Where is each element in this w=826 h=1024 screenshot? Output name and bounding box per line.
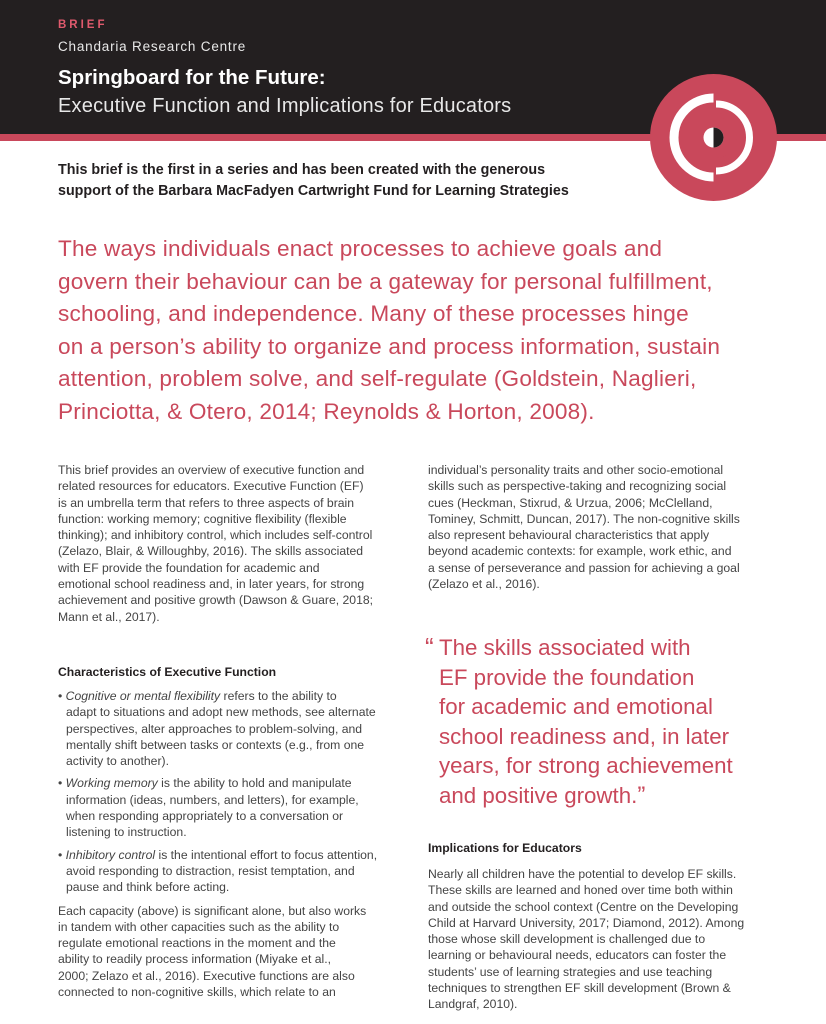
page-subtitle: Executive Function and Implications for Educators (58, 95, 512, 117)
bullet-term: Working memory (65, 776, 158, 791)
text-line: avoid responding to distraction, resist temptation, and (66, 863, 355, 878)
lead-line: The ways individuals enact processes to achieve goals and (58, 236, 663, 261)
quote-line: school readiness and, in later (439, 723, 730, 749)
text-line: related resources for educators. Executive Function (EF) (58, 479, 364, 494)
intro-line: support of the Barbara MacFadyen Cartwright Fund for Learning Strategies (58, 183, 569, 199)
bullet-text: refers to the ability to (220, 688, 337, 703)
text-line: Child at Harvard University, 2017; Diamond, 2012). Among (428, 915, 745, 930)
overview-paragraph (58, 462, 398, 625)
bullet-term: Cognitive or mental flexibility (65, 688, 221, 703)
text-line: mentally shift between tasks or contexts (e.g., from one (66, 737, 365, 752)
quote-line: for academic and emotional (439, 694, 713, 719)
right-column (428, 462, 773, 592)
close-quote-mark: ” (637, 781, 646, 809)
page-title: Springboard for the Future: (58, 66, 326, 89)
text-line: and outside the school context (Centre on the Developing (428, 899, 739, 914)
text-line: Nearly all children have the potential to develop EF skills. (428, 867, 737, 881)
left-column (58, 462, 398, 1000)
funding-intro (58, 160, 658, 202)
pull-quote (425, 633, 775, 810)
lead-line: Princiotta, & Otero, 2014; Reynolds & Horton, 2008). (58, 398, 595, 424)
text-line: students’ use of learning strategies and use teaching (428, 964, 713, 979)
bullet-marker: • (58, 847, 63, 862)
pull-quote-text (425, 633, 775, 810)
non-cognitive-paragraph (428, 462, 773, 592)
open-quote-mark: “ (425, 632, 434, 662)
chandaria-logo-icon (650, 74, 777, 201)
quote-line: and positive growth. (439, 782, 638, 808)
capacity-paragraph (58, 903, 398, 1001)
text-line: also represent behavioural characteristics that apply (428, 528, 710, 543)
text-line: 2000; Zelazo et al., 2016). Executive functions are also (58, 968, 355, 983)
section-heading-implications: Implications for Educators (428, 841, 582, 855)
text-line: Landgraf, 2010). (428, 997, 518, 1012)
bullet-item (58, 847, 398, 896)
lead-line: govern their behaviour can be a gateway for personal fulfillment, (58, 268, 713, 294)
text-line: individual’s personality traits and other socio-emotional (428, 463, 724, 477)
bullet-term: Inhibitory control (65, 847, 156, 862)
text-line: emotional school readiness and, in later years, for strong (58, 577, 365, 592)
text-line: in tandem with other capacities such as the ability to (58, 919, 340, 934)
text-line: is an umbrella term that refers to three aspects of brain (58, 495, 355, 510)
text-line: techniques to strengthen EF skill development (Brown & (428, 981, 731, 996)
text-line: pause and think before acting. (66, 880, 230, 895)
bullet-marker: • (58, 776, 63, 791)
section-heading-characteristics: Characteristics of Executive Function (58, 664, 277, 679)
lead-line: on a person’s ability to organize and process information, sustain (58, 333, 721, 359)
text-line: skills such as perspective-taking and recognizing social (428, 479, 727, 494)
text-line: regulate emotional reactions in the moment and the (58, 936, 336, 951)
text-line: thinking); and inhibitory control, which includes self-control (58, 528, 373, 543)
text-line: (Zelazo, Blair, & Willoughby, 2016). The skills associated (58, 544, 364, 559)
quote-line: The skills associated with (439, 635, 691, 660)
org-name: Chandaria Research Centre (58, 39, 247, 54)
text-line: a sense of perseverance and passion for achieving a goal (428, 560, 740, 575)
text-line: cues (Heckman, Stixrud, & Urzua, 2006; McClelland, (428, 495, 713, 510)
text-line: Each capacity (above) is significant alone, but also works (58, 903, 367, 918)
text-line: with EF provide the foundation for academic and (58, 560, 320, 575)
text-line: Mann et al., 2017). (58, 609, 160, 624)
bullet-marker: • (58, 688, 63, 703)
lead-line: attention, problem solve, and self-regulate (Goldstein, Naglieri, (58, 366, 697, 391)
text-line: ability to readily process information (Miyake et al., (58, 952, 331, 967)
bullet-text: is the ability to hold and manipulate (157, 776, 352, 791)
bullet-item (58, 775, 398, 840)
bullet-item (58, 688, 398, 769)
text-line: adapt to situations and adopt new methods, see alternate (66, 705, 376, 720)
text-line: connected to non-cognitive skills, which relate to an (58, 985, 336, 1000)
text-line: those whose skill development is challenged due to (428, 932, 706, 947)
intro-line: This brief is the first in a series and has been created with the generous (58, 162, 546, 178)
bullet-text: is the intentional effort to focus attention, (155, 847, 378, 862)
text-line: activity to another). (66, 754, 169, 769)
text-line: perspectives, alter approaches to problem-solving, and (66, 721, 363, 736)
text-line: function: working memory; cognitive flexibility (flexible (58, 511, 347, 526)
implications-paragraph (428, 866, 773, 1013)
text-line: (Zelazo et al., 2016). (428, 577, 540, 592)
text-line: learning or behavioural needs, educators can foster the (428, 948, 727, 963)
text-line: These skills are learned and honed over time both within (428, 883, 733, 898)
quote-line: EF provide the foundation (439, 664, 695, 690)
lead-paragraph (58, 233, 778, 428)
text-line: Tominey, Schmitt, Duncan, 2017). The non-cognitive skills (428, 511, 740, 526)
text-line: beyond academic contexts: for example, work ethic, and (428, 544, 732, 559)
lead-line: schooling, and independence. Many of these processes hinge (58, 301, 689, 326)
brief-label: BRIEF (58, 19, 108, 31)
quote-line: years, for strong achievement (439, 753, 733, 778)
text-line: listening to instruction. (66, 825, 187, 840)
text-line: when responding appropriately to a conversation or (66, 809, 344, 824)
implications-section (428, 841, 773, 1013)
text-line: information (ideas, numbers, and letters), for example, (66, 792, 359, 807)
text-line: achievement and positive growth (Dawson & Guare, 2018; (58, 593, 374, 608)
text-line: This brief provides an overview of executive function and (58, 463, 365, 477)
